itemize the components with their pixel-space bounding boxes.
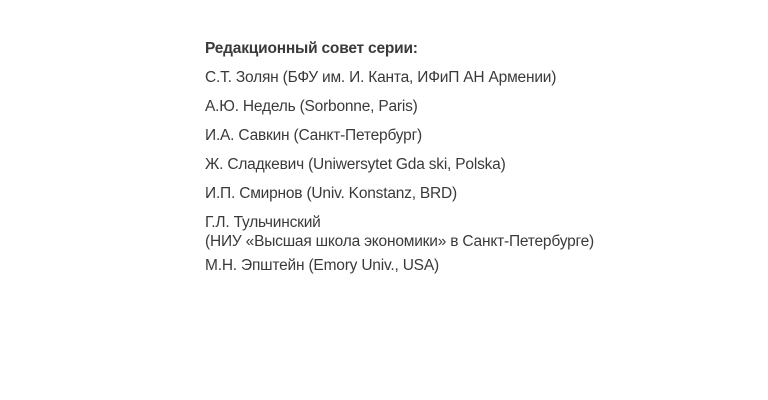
board-member: И.П. Смирнов (Univ. Konstanz, BRD) — [205, 185, 458, 202]
board-member — [205, 213, 605, 251]
board-member: И.А. Савкин (Санкт-Петербург) — [205, 127, 423, 144]
board-member: М.Н. Эпштейн (Emory Univ., USA) — [205, 257, 439, 274]
member-affiliation: (НИУ «Высшая школа экономики» в Санкт-Петербурге) — [205, 233, 594, 250]
editorial-board-block — [205, 39, 605, 285]
board-member: А.Ю. Недель (Sorbonne, Paris) — [205, 98, 418, 115]
board-member: Ж. Сладкевич (Uniwersytet Gda ski, Polska) — [205, 156, 506, 173]
member-name: Г.Л. Тульчинский — [205, 214, 321, 231]
editorial-board-heading: Редакционный совет серии: — [205, 40, 418, 57]
board-member: С.Т. Золян (БФУ им. И. Канта, ИФиП АН Армении) — [205, 69, 557, 86]
